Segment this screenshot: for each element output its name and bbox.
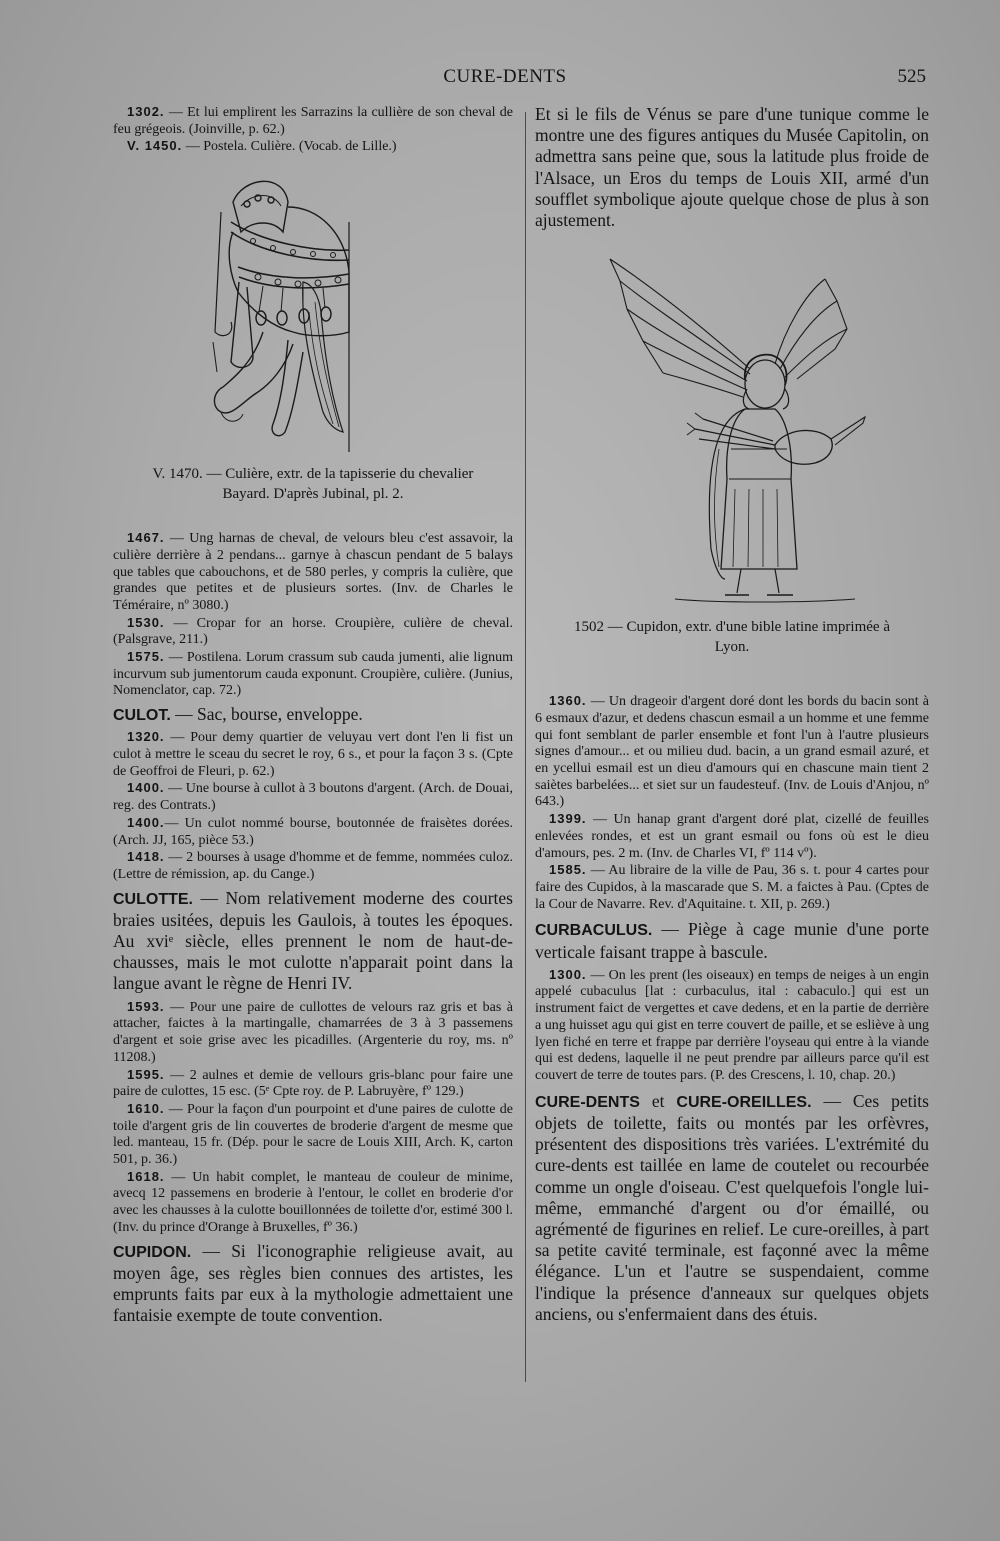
citation-year: V. 1450. — [127, 138, 183, 154]
citation-entry — [113, 729, 513, 780]
citation-text: — Postela. Culière. (Vocab. de Lille.) — [182, 139, 397, 155]
citation-text: — 2 bourses à usage d'homme et de femme, nommées culoz. (Lettre de rémission, ap. du Cange.) — [113, 850, 513, 882]
figure-caption: 1502 — Cupidon, extr. d'une bible latine imprimée à Lyon. — [574, 619, 890, 656]
citation-entry — [113, 615, 513, 649]
citation-entry — [113, 138, 513, 156]
citation-year: 1467. — [127, 530, 165, 546]
citation-text: — Pour une paire de cullottes de velours raz gris et bas à attacher, faictes à la martingalle, chamarrées de 3 à 3 passemens d'argent et soie grise avec les picadilles. (Argenterie du roy, ms. nº 11208.) — [113, 999, 513, 1065]
article-cure-dents — [535, 1091, 929, 1325]
left-column — [113, 104, 513, 1326]
headword-second: CURE-OREILLES. — [676, 1093, 812, 1111]
definition: — Ces petits objets de toilette, faits ou montés par les orfèvres, présentent des dispositions très variées. L'extrémité du cure-dents est taillée en lame de coutelet ou recourbée comme un ongle d'oiseau. C'est quelquefois l'ongle lui-même, emmanché d'argent ou d'or émaillé, ou agrémenté de figurines en relief. Le cure-oreilles, à part sa petite cavité terminale, est façonné avec la même élégance. L'un et l'autre se suspendaient, comme l'indique la présence d'anneaux sur quelques objets anciens, ou s'enfermaient dans des étuis. — [535, 1090, 929, 1324]
headword: CURE-DENTS — [535, 1093, 640, 1111]
headword: CURBACULUS. — [535, 922, 653, 940]
figure-caption: V. 1470. — Culière, extr. de la tapisserie du chevalier Bayard. D'après Jubinal, pl. 2. — [152, 466, 474, 503]
citation-entry — [113, 849, 513, 883]
citation-entry — [113, 1067, 513, 1101]
article-culotte — [113, 888, 513, 995]
citation-entry — [113, 104, 513, 138]
citation-entry — [535, 967, 929, 1085]
citation-entry — [113, 1101, 513, 1169]
cupid-figure — [535, 249, 929, 617]
headword: CUPIDON. — [113, 1243, 192, 1261]
citation-year: 1610. — [127, 1100, 165, 1116]
citation-entry — [535, 811, 929, 862]
citation-text: — Pour demy quartier de veluyau vert dont l'en li fist un culot à mettre le sceau du secret le roy, 6 s., et pour la façon 3 s. (Cpte de Geoffroi de Fleuri, p. 62.) — [113, 730, 513, 779]
headword-connector: et — [639, 1090, 677, 1111]
citation-entry — [113, 1169, 513, 1237]
citation-entry — [113, 649, 513, 700]
citation-text: — Un hanap grant d'argent doré plat, cizellé de feuilles enlevées rondes, et est un grant esmail ou fons où est le dieu d'amours, pes. 2 m. (Inv. de Charles VI, fº 114 vº). — [535, 812, 929, 861]
citation-entry — [535, 693, 929, 811]
citation-year: 1302. — [127, 104, 165, 119]
citation-text: — Une bourse à cullot à 3 boutons d'argent. (Arch. de Douai, reg. des Contrats.) — [113, 781, 513, 814]
article-cupidon-continued: Et si le fils de Vénus se pare d'une tunique comme le montre une des figures antiques du Musée Capitolin, on admettra sans peine que, sous la latitude plus froide de l'Alsace, un Eros du temps de Louis XII, armé d'un soufflet symbolique ajoute quelque chose de plus à son ajustement. — [535, 104, 929, 231]
definition: — Sac, bourse, enveloppe. — [170, 704, 363, 725]
page-number: 525 — [897, 66, 926, 87]
article-culot — [113, 704, 513, 726]
citation-text: — 2 aulnes et demie de vellours gris-blanc pour faire une paire de culottes, 15 esc. (5ᵉ Cpte roy. de P. Labruyère, fº 129.) — [113, 1067, 513, 1100]
headword: CULOT. — [113, 707, 171, 725]
citation-entry — [113, 530, 513, 615]
definition: — Nom relativement moderne des courtes braies usitées, depuis les Gaulois, à toutes les époques. Au xviᵉ siècle, elles prennent le nom de haut-de-chausses, mais le mot culotte n'apparait point dans la langue avant le règne de Henri IV. — [113, 887, 513, 994]
citation-text: — Postilena. Lorum crassum sub cauda jumenti, alie lignum incurvum sub jumentorum cauda exponunt. Croupière, culière. (Junius, Nomenclator, cap. 72.) — [113, 650, 513, 699]
column-rule — [525, 112, 526, 1382]
citation-year: 1585. — [549, 862, 587, 878]
running-head — [0, 66, 1000, 96]
cupid-illustration — [535, 249, 929, 617]
definition: — Piège à cage munie d'une porte verticale faisant trappe à bascule. — [535, 919, 929, 962]
citation-text: — Ung harnas de cheval, de velours bleu c'est assavoir, la culière derrière à 2 pendans... garnye à chascun pendant de 5 balays que tables que cabouchons, et de 580 perles, y compris la culière, que grandes que petites et de plusieurs sortes. (Inv. de Charles le Téméraire, nº 3080.) — [113, 531, 513, 613]
citation-text: — On les prent (les oiseaux) en temps de neiges à un engin appelé cubaculus [lat : curbaculus, ital : cabaculo.] qui est un instrument faict de vergettes et cave dedens, et en la partie de derrière a ung huisset agu qui gist en terre couvert de paille, et se esliève à ung lyen fiché en terre et frappe par derrière l'oyseau qui entre à la viande qui est dedens, laquelle il ne peut prendre par ailleurs parce qu'il est couvert de terre de toutes pars. (P. des Crescens, l. 10, chap. 20.) — [535, 967, 929, 1083]
definition: — Si l'iconographie religieuse avait, au moyen âge, ses règles bien connues des artistes, les emprunts faits par eux à la mythologie admettaient une fantaisie exempte de toute convention. — [113, 1240, 513, 1326]
citation-text: — Cropar for an horse. Croupière, culière de cheval. (Palsgrave, 211.) — [113, 615, 513, 648]
citation-year: 1400. — [127, 780, 165, 796]
citation-text: — Au libraire de la ville de Pau, 36 s. t. pour 4 cartes pour faire des Cupidos, à la mascarade que S. M. a faictes à Pau. (Cptes de la Cour de Navarre. Rev. d'Aquitaine. t. XII, p. 269.) — [535, 863, 929, 912]
right-column — [535, 104, 929, 1325]
citation-year: 1530. — [127, 614, 165, 630]
citation-year: 1300. — [549, 966, 587, 982]
citation-year: 1618. — [127, 1168, 165, 1184]
citation-text: — Un habit complet, le manteau de couleur de minime, avecq 12 passemens en broderie à l'entour, le collet en broderie d'or avec les chausses à la culotte bouillonnées de toilette d'or, estimé 300 l. (Inv. du prince d'Orange à Bruxelles, fº 36.) — [113, 1169, 513, 1235]
horse-crupper-figure — [113, 162, 513, 464]
citation-year: 1399. — [549, 811, 587, 827]
article-curbaculus — [535, 919, 929, 962]
citation-text: — Et lui emplirent les Sarrazins la cullière de son cheval de feu grégeois. (Joinville, p. 62.) — [113, 105, 513, 137]
citation-year: 1575. — [127, 649, 165, 665]
citation-year: 1595. — [127, 1066, 165, 1082]
citation-year: 1418. — [127, 849, 165, 865]
citation-entry — [113, 815, 513, 849]
citation-text: — Un culot nommé bourse, boutonnée de fraisètes dorées. (Arch. JJ, 165, pièce 53.) — [113, 815, 513, 848]
horse-crupper-illustration — [113, 162, 513, 464]
article-cupidon — [113, 1241, 513, 1327]
citation-text: — Un drageoir d'argent doré dont les bords du bacin sont à 6 esmaux d'azur, et dedens chascun esmail a un homme et une femme qui font semblant de parler ensemble et font l'un à l'autre plusieurs signes d'amour... et ou milieu dud. bacin, a un grand esmail azuré, et en ycellui esmail est un dieu d'amours qui en chascune main tient 2 saiètes barbelées... et siet sur un faudesteuf. (Inv. de Louis d'Anjou, nº 643.) — [535, 694, 929, 810]
citation-entry — [113, 780, 513, 814]
citation-entry — [535, 862, 929, 913]
citation-year: 1320. — [127, 729, 165, 745]
headword: CULOTTE. — [113, 890, 193, 908]
citation-year: 1593. — [127, 998, 165, 1014]
citation-entry — [113, 999, 513, 1067]
citation-text: — Pour la façon d'un pourpoint et d'une paires de culotte de toile d'argent gris de lin couvertes de broderie d'argent de mesme que led. manteau, 15 fr. (Dép. pour le sacre de Louis XIII, Arch. K, carton 501, p. 36.) — [113, 1101, 513, 1168]
citation-year: 1360. — [549, 693, 587, 709]
running-head-title: CURE-DENTS — [443, 66, 567, 87]
citation-year: 1400. — [127, 814, 165, 830]
